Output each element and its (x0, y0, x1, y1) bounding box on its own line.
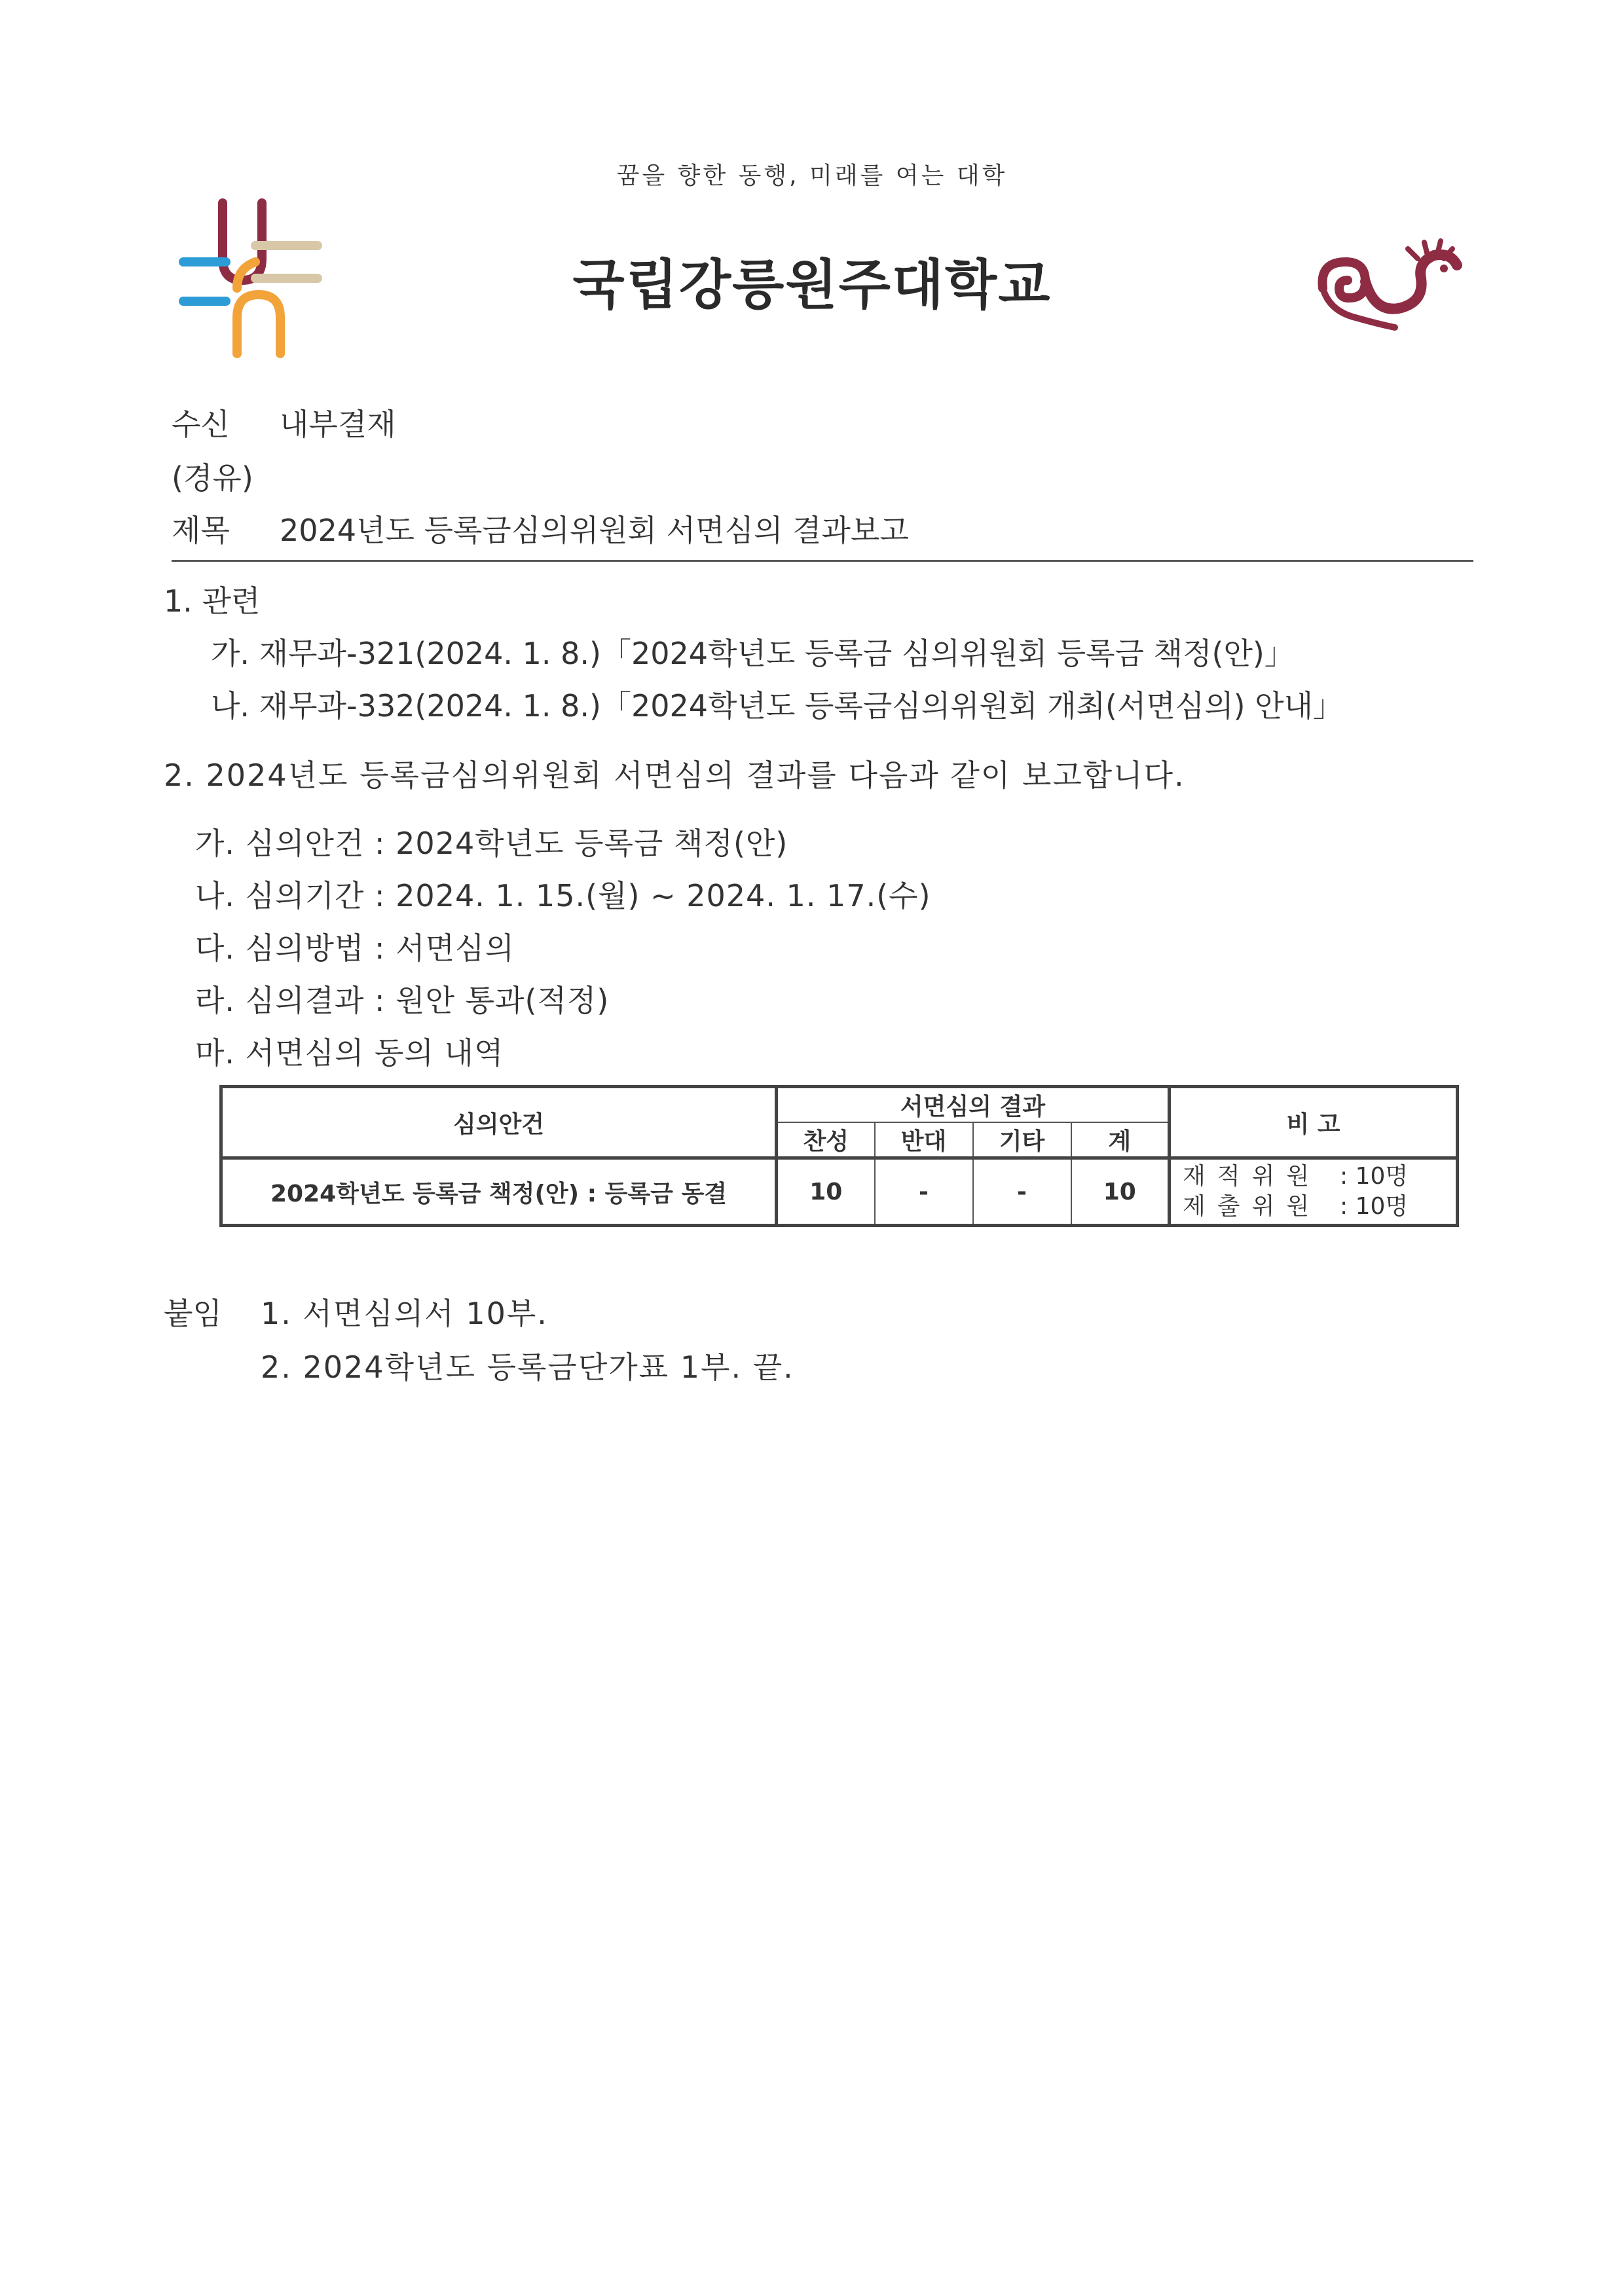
header-agenda: 심의안건 (221, 1087, 777, 1158)
cell-total: 10 (1071, 1158, 1170, 1226)
header-other: 기타 (973, 1122, 1071, 1158)
recipient-row (172, 401, 396, 444)
via-label: (경유) (172, 460, 253, 496)
section-2-item: 라. 심의결과 : 원안 통과(적정) (195, 983, 610, 1018)
remark-label: 제출위원 (1183, 1193, 1321, 1220)
cell-for: 10 (777, 1158, 875, 1226)
section-2-title: 2. 2024년도 등록금심의위원회 서면심의 결과를 다음과 같이 보고합니다. (164, 758, 1185, 793)
recipient-label: 수신 (172, 407, 230, 442)
subject-value: 2024년도 등록금심의위원회 서면심의 결과보고 (280, 513, 909, 548)
section-2-item: 마. 서면심의 동의 내역 (195, 1035, 504, 1071)
attachment-item: 2. 2024학년도 등록금단가표 1부. 끝. (261, 1349, 794, 1385)
attachments-label: 붙임 (164, 1296, 222, 1331)
section-2-item: 다. 심의방법 : 서면심의 (195, 930, 515, 966)
remark-value: : 10명 (1340, 1163, 1409, 1190)
slogan: 꿈을 향한 동행, 미래를 여는 대학 (616, 162, 1008, 189)
table-row (221, 1158, 1458, 1226)
header-remarks: 비 고 (1170, 1087, 1458, 1158)
section-1-item: 가. 재무과-321(2024. 1. 8.)「2024학년도 등록금 심의위원회 등록금 책정(안)」 (211, 636, 1295, 671)
cell-agenda: 2024학년도 등록금 책정(안) : 등록금 동결 (221, 1158, 777, 1226)
subject-label: 제목 (172, 513, 230, 548)
dragon-emblem-icon (1310, 236, 1467, 334)
section-2-item: 나. 심의기간 : 2024. 1. 15.(월) ~ 2024. 1. 17.(수) (195, 878, 931, 913)
recipient-value: 내부결재 (280, 407, 396, 442)
cell-against: - (875, 1158, 973, 1226)
header-for: 찬성 (777, 1122, 875, 1158)
cell-other: - (973, 1158, 1071, 1226)
header-against: 반대 (875, 1122, 973, 1158)
remark-label: 재적위원 (1183, 1163, 1321, 1190)
remark-value: : 10명 (1340, 1193, 1409, 1220)
via-row (172, 454, 253, 498)
remark-line (1183, 1162, 1456, 1192)
section-1-item: 나. 재무과-332(2024. 1. 8.)「2024학년도 등록금심의위원회 개최(서면심의) 안내」 (211, 688, 1344, 724)
header-result-group: 서면심의 결과 (777, 1087, 1170, 1123)
subject-row (172, 507, 909, 550)
university-name: 국립강릉원주대학교 (572, 254, 1052, 316)
remark-line (1183, 1192, 1456, 1222)
section-2-item: 가. 심의안건 : 2024학년도 등록금 책정(안) (195, 826, 788, 861)
attachment-item: 1. 서면심의서 10부. (261, 1296, 548, 1331)
section-1-title: 1. 관련 (164, 583, 261, 619)
review-result-table (219, 1085, 1459, 1227)
header-divider (172, 560, 1473, 562)
cell-remarks (1170, 1158, 1458, 1226)
header-total: 계 (1071, 1122, 1170, 1158)
